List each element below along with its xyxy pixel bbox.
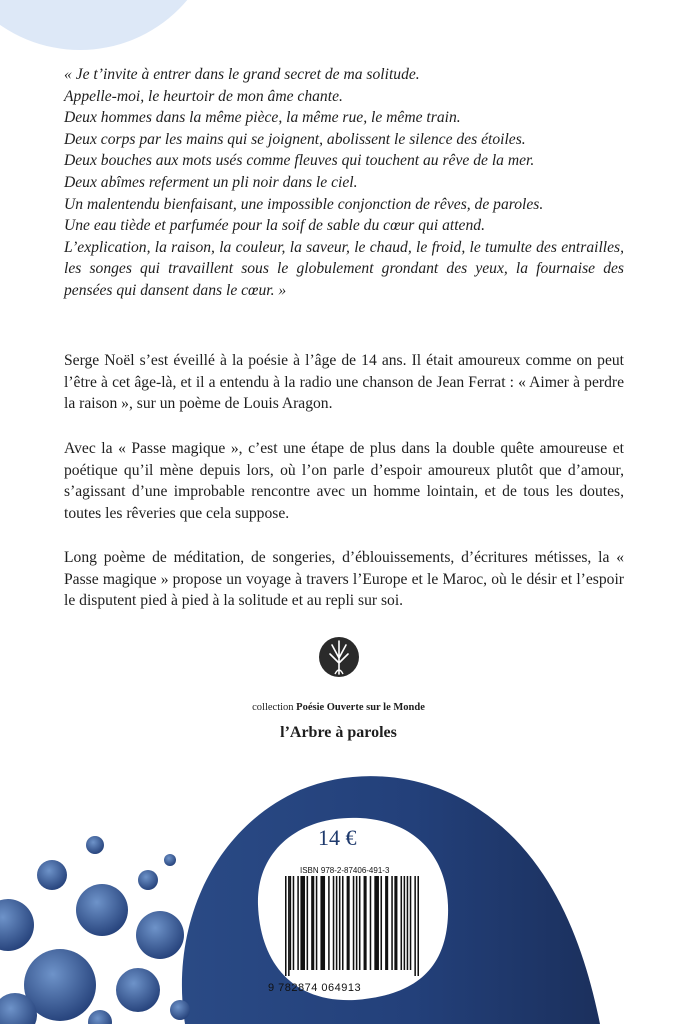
barcode-bar xyxy=(385,876,388,970)
ean-number: 9 782874 064913 xyxy=(268,982,362,994)
barcode-bar xyxy=(404,876,406,970)
isbn-label: ISBN 978-2-87406-491-3 xyxy=(300,866,390,875)
barcode-bar xyxy=(364,876,367,970)
barcode-bar xyxy=(328,876,330,970)
barcode-bar xyxy=(288,876,290,976)
barcode-bar xyxy=(320,876,325,970)
barcode-bar xyxy=(307,876,309,970)
barcode-bar xyxy=(290,876,292,970)
barcode-bar xyxy=(391,876,393,970)
bubble-cluster xyxy=(0,836,190,1024)
barcode-bar xyxy=(356,876,358,970)
barcode-bar xyxy=(359,876,361,970)
quote-line: Une eau tiède et parfumée pour la soif de sable du cœur qui attend. xyxy=(64,217,485,235)
barcode-bar xyxy=(293,876,295,970)
publisher-name: l’Arbre à paroles xyxy=(280,724,397,741)
quote-block xyxy=(64,64,624,302)
barcode-bar xyxy=(394,876,397,970)
collection-prefix: collection xyxy=(252,702,294,713)
barcode-bar xyxy=(342,876,344,970)
quote-line: Appelle-moi, le heurtoir de mon âme chante. xyxy=(64,87,343,105)
summary-paragraph: Long poème de méditation, de songeries, d’éblouissements, d’écritures métisses, la « Passe magique » propose un voyage à travers l’Europe et le Maroc, où le désir et l’espoir le disputent pied à pied à la solitude et au repli sur soi. xyxy=(64,549,624,610)
barcode-bar xyxy=(407,876,409,970)
barcode-bar xyxy=(370,876,372,970)
tree-logo-icon xyxy=(318,636,360,678)
price-label: 14 € xyxy=(318,825,357,850)
quote-line: « Je t’invite à entrer dans le grand secret de ma solitude. xyxy=(64,66,420,83)
barcode-bar xyxy=(401,876,403,970)
quote-line: Deux corps par les mains qui se joignent, abolissent le silence des étoiles. xyxy=(64,130,526,148)
barcode-bar xyxy=(285,876,287,976)
barcode-bar xyxy=(300,876,305,970)
barcode-bar xyxy=(316,876,318,970)
collection-name: Poésie Ouverte sur le Monde xyxy=(296,702,425,713)
barcode-bar xyxy=(311,876,314,970)
author-paragraph: Serge Noël s’est éveillé à la poésie à l’âge de 14 ans. Il était amoureux comme on peut l’être à cet âge-là, et il a entendu à la radio une chanson de Jean Ferrat : « Aimer à perdre la raison », sur un poème de Louis Aragon. xyxy=(64,352,624,413)
quote-line: Deux bouches aux mots usés comme fleuves qui touchent au rêve de la mer. xyxy=(64,152,535,170)
barcode-bar xyxy=(336,876,338,970)
barcode-bar xyxy=(417,876,419,976)
barcode xyxy=(283,876,423,976)
quote-line: L’explication, la raison, la couleur, la saveur, le chaud, le froid, le tumulte des entrailles, les songes qui travaillent sous le globulement grondant des yeux, la fournaise des pensées qui dansent dans le cœur. » xyxy=(64,238,624,299)
quote-line: Un malentendu bienfaisant, une impossible conjonction de rêves, de paroles. xyxy=(64,195,544,213)
barcode-bar xyxy=(333,876,335,970)
barcode-bar xyxy=(414,876,416,976)
top-light-circle xyxy=(0,0,220,50)
barcode-bar xyxy=(410,876,412,970)
barcode-bar xyxy=(353,876,355,970)
quote-line: Deux hommes dans la même pièce, la même rue, le même train. xyxy=(64,109,461,127)
barcode-bar xyxy=(297,876,299,970)
barcode-bar xyxy=(347,876,350,970)
barcode-bar xyxy=(339,876,341,970)
collection-line xyxy=(0,702,677,713)
quote-line: Deux abîmes referment un pli noir dans le ciel. xyxy=(64,173,358,191)
book-paragraph: Avec la « Passe magique », c’est une étape de plus dans la double quête amoureuse et poétique qu’il mène depuis lors, où l’on parle d’espoir amoureux plutôt que d’amour, s’agissant d’une improbable rencontre avec un homme lointain, et de tous les doutes, toutes les rêveries que cela suppose. xyxy=(64,440,624,522)
barcode-bar xyxy=(374,876,379,970)
barcode-bar xyxy=(380,876,382,970)
